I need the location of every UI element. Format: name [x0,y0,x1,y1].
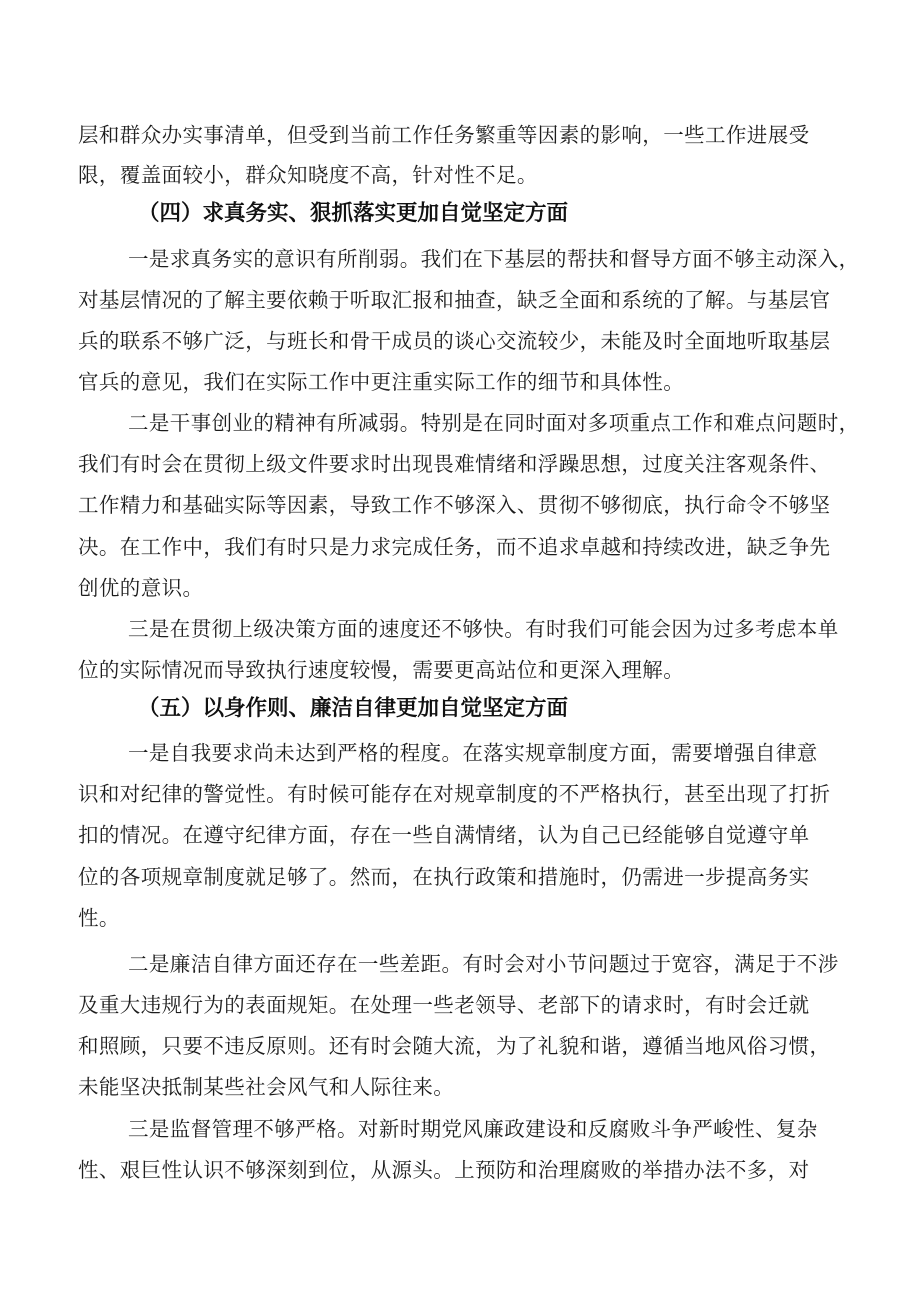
text-line: 性。 [78,906,120,930]
text-line: 层和群众办实事清单，但受到当前工作任务繁重等因素的影响，一些工作进展受 [78,123,810,147]
text-line: 位的实际情况而导致执行速度较慢，需要更高站位和更深入理解。 [78,658,685,682]
text-line: 三是监督管理不够严格。对新时期党风廉政建设和反腐败斗争严峻性、复杂 [128,1117,818,1141]
section-heading-4: （四）求真务实、狠抓落实更加自觉坚定方面 [138,201,569,226]
text-line: 扣的情况。在遵守纪律方面，存在一些自满情绪，认为自己已经能够自觉遵守单 [78,823,810,847]
text-line: 二是干事创业的精神有所减弱。特别是在同时面对多项重点工作和难点问题时， [128,411,860,435]
text-line: 决。在工作中，我们有时只是力求完成任务，而不追求卓越和持续改进，缺乏争先 [78,535,831,559]
text-line: 一是自我要求尚未达到严格的程度。在落实规章制度方面，需要增强自律意 [128,741,818,765]
section-heading-5: （五）以身作则、廉洁自律更加自觉坚定方面 [138,696,569,721]
text-line: 三是在贯彻上级决策方面的速度还不够快。有时我们可能会因为过多考虑本单 [128,617,839,641]
text-line: 和照顾，只要不违反原则。还有时会随大流，为了礼貌和谐，遵循当地风俗习惯， [78,1034,831,1058]
text-line: 限，覆盖面较小，群众知晓度不高，针对性不足。 [78,163,538,187]
text-line: 兵的联系不够广泛，与班长和骨干成员的谈心交流较少，未能及时全面地听取基层 [78,329,831,353]
text-line: 对基层情况的了解主要依赖于听取汇报和抽查，缺乏全面和系统的了解。与基层官 [78,288,831,312]
text-line: 工作精力和基础实际等因素，导致工作不够深入、贯彻不够彻底，执行命令不够坚 [78,493,831,517]
text-line: 位的各项规章制度就足够了。然而，在执行政策和措施时，仍需进一步提高务实 [78,865,810,889]
text-line: 我们有时会在贯彻上级文件要求时出现畏难情绪和浮躁思想，过度关注客观条件、 [78,452,831,476]
text-line: 性、艰巨性认识不够深刻到位，从源头。上预防和治理腐败的举措办法不多，对 [78,1158,810,1182]
text-line: 官兵的意见，我们在实际工作中更注重实际工作的细节和具体性。 [78,370,685,394]
text-line: 未能坚决抵制某些社会风气和人际往来。 [78,1075,455,1099]
text-line: 一是求真务实的意识有所削弱。我们在下基层的帮扶和督导方面不够主动深入， [128,247,860,271]
text-line: 创优的意识。 [78,576,204,600]
text-line: 二是廉洁自律方面还存在一些差距。有时会对小节问题过于宽容，满足于不涉 [128,952,839,976]
text-line: 识和对纪律的警觉性。有时候可能存在对规章制度的不严格执行，甚至出现了打折 [78,782,831,806]
text-line: 及重大违规行为的表面规矩。在处理一些老领导、老部下的请求时，有时会迁就 [78,993,810,1017]
